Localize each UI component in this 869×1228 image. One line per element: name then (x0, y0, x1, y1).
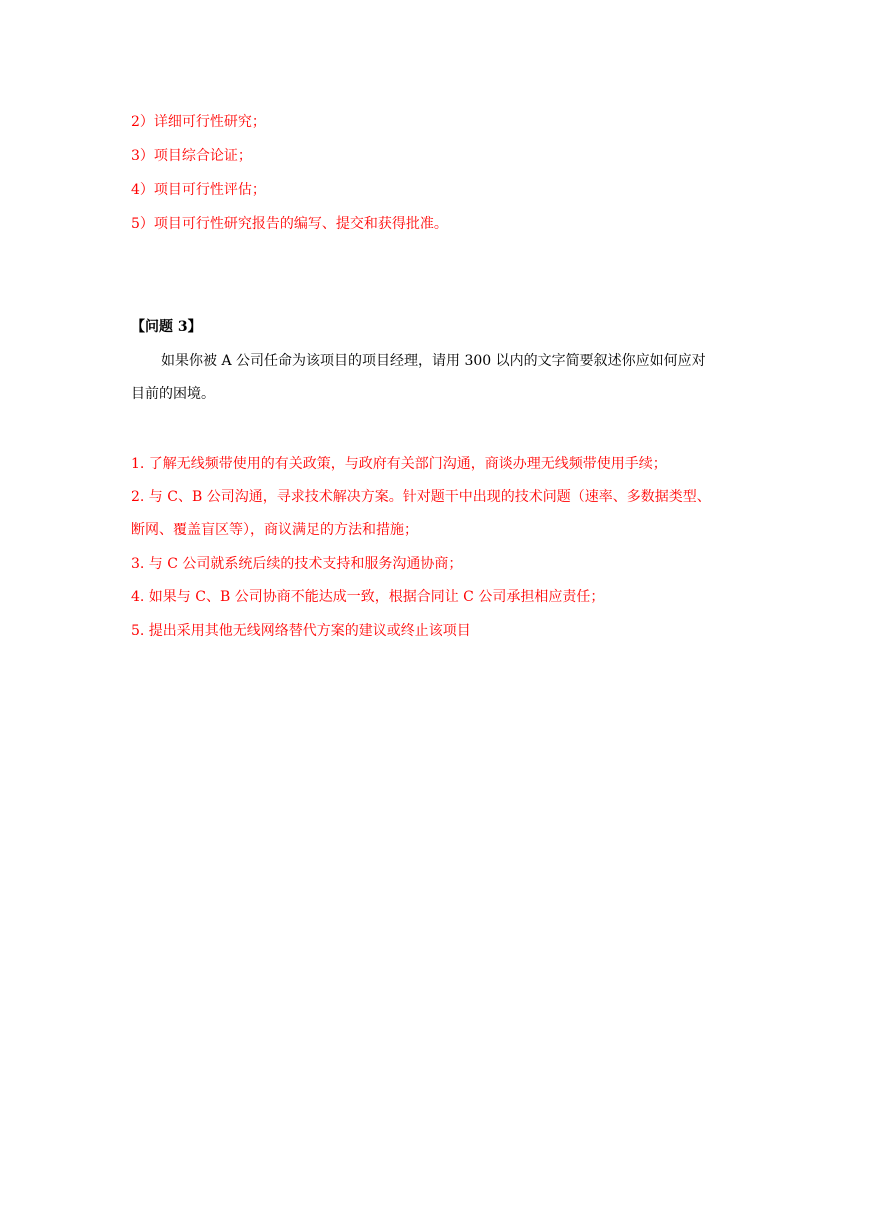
step-item-5: 5）项目可行性研究报告的编写、提交和获得批准。 (131, 216, 448, 232)
step-item-2: 2）详细可行性研究； (131, 114, 266, 130)
step-item-4: 4）项目可行性评估； (131, 182, 266, 198)
answer-item-3: 3. 与 C 公司就系统后续的技术支持和服务沟通协商； (131, 556, 463, 572)
step-item-3: 3）项目综合论证； (131, 148, 252, 164)
question-text-line-2: 目前的困境。 (131, 386, 215, 402)
answer-item-1: 1. 了解无线频带使用的有关政策，与政府有关部门沟通，商谈办理无线频带使用手续； (131, 456, 667, 472)
answer-item-5: 5. 提出采用其他无线网络替代方案的建议或终止该项目 (131, 623, 471, 639)
question-heading: 【问题 3】 (131, 319, 202, 335)
answer-item-4: 4. 如果与 C、B 公司协商不能达成一致，根据合同让 C 公司承担相应责任； (131, 589, 605, 605)
answer-item-2-line-1: 2. 与 C、B 公司沟通，寻求技术解决方案。针对题干中出现的技术问题（速率、多数据类型、 (131, 489, 711, 505)
question-text-line-1: 如果你被 A 公司任命为该项目的项目经理，请用 300 以内的文字简要叙述你应如何应对 (161, 353, 706, 369)
answer-item-2-line-2: 断网、覆盖盲区等），商议满足的方法和措施； (131, 522, 418, 538)
